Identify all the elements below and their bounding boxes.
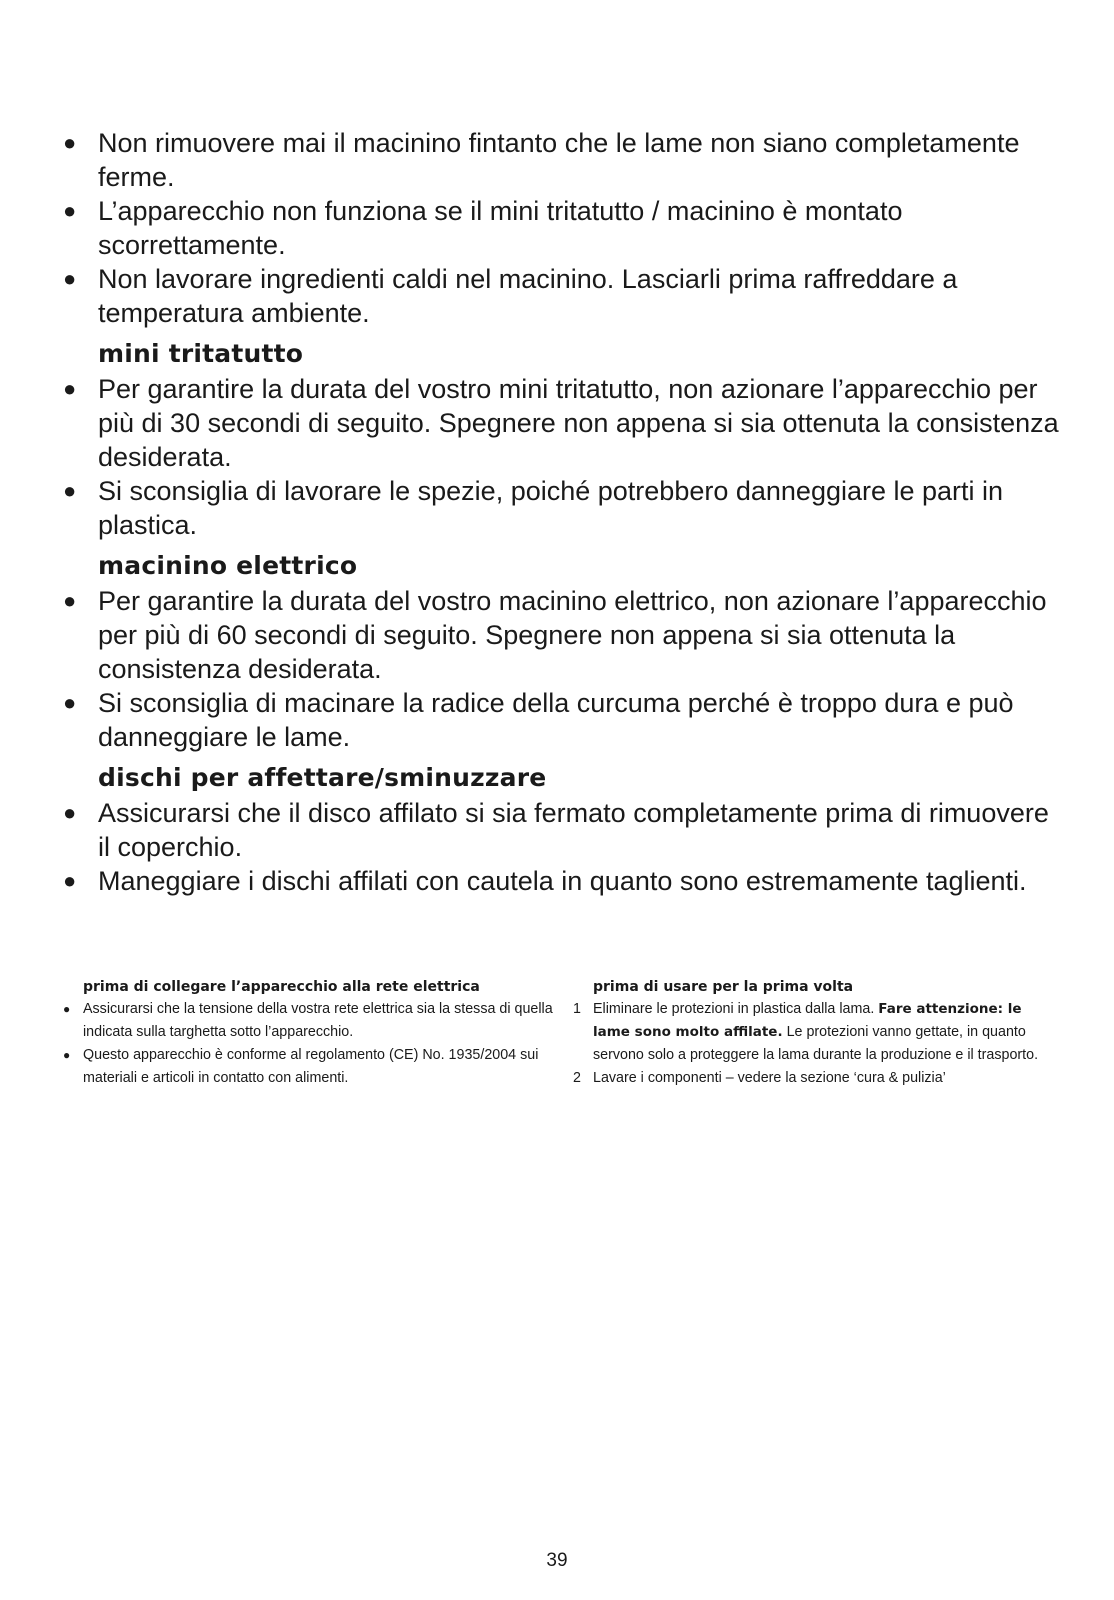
bullet-text: Questo apparecchio è conforme al regolamento (CE) No. 1935/2004 sui materiali e articoli in contatto con alimenti.: [83, 1047, 539, 1086]
two-column-section: [63, 976, 1063, 1090]
bullet-icon: ●: [63, 1048, 71, 1062]
bullet-item: [63, 1044, 553, 1090]
step-text: [593, 1067, 1063, 1090]
bullet-text: Assicurarsi che la tensione della vostra rete elettrica sia la stessa di quella indicata sulla targhetta sotto l’apparecchio.: [83, 1001, 553, 1040]
step-text-start: Lavare i componenti – vedere la sezione ‘cura & pulizia’: [593, 1070, 946, 1086]
bullet-item: [63, 372, 1063, 474]
bullet-text: Per garantire la durata del vostro mini tritatutto, non azionare l’apparecchio per più di 30 secondi di seguito. Spegnere non appena si sia ottenuta la consistenza desiderata.: [98, 374, 1059, 472]
right-column: [573, 976, 1063, 1090]
bullet-icon: ●: [63, 198, 77, 223]
warning-text: Fare attenzione: le lame sono molto affilate.: [593, 1001, 1022, 1040]
bullet-item: [63, 262, 1063, 330]
bullet-text: Si sconsiglia di macinare la radice della curcuma perché è troppo dura e può danneggiare le lame.: [98, 688, 1014, 752]
step-number: 1: [573, 1001, 581, 1017]
step-text-end: Le protezioni vanno gettate, in quanto servono solo a proteggere la lama durante la produzione e il trasporto.: [593, 1024, 1039, 1063]
numbered-step: [573, 998, 1063, 1067]
bullet-text: Assicurarsi che il disco affilato si sia fermato completamente prima di rimuovere il coperchio.: [98, 798, 1049, 862]
bullet-text: Si sconsiglia di lavorare le spezie, poiché potrebbero danneggiare le parti in plastica.: [98, 476, 1004, 540]
bullet-icon: ●: [63, 868, 77, 893]
bullet-item: [63, 796, 1063, 864]
step-number: 2: [573, 1070, 581, 1086]
bullet-text: Per garantire la durata del vostro macinino elettrico, non azionare l’apparecchio per più di 60 secondi di seguito. Spegnere non appena si sia ottenuta la consistenza desiderata.: [98, 586, 1047, 684]
section-heading: macinino elettrico: [98, 551, 358, 580]
bullet-icon: ●: [63, 130, 77, 155]
column-heading: prima di collegare l’apparecchio alla rete elettrica: [83, 979, 480, 995]
column-heading: prima di usare per la prima volta: [593, 979, 854, 995]
bullet-icon: ●: [63, 376, 77, 401]
bullet-text: Non rimuovere mai il macinino fintanto che le lame non siano completamente ferme.: [98, 128, 1020, 192]
bullet-icon: ●: [63, 1002, 71, 1016]
bullet-icon: ●: [63, 478, 77, 503]
bullet-item: [63, 998, 553, 1044]
main-content: [63, 126, 1063, 898]
bullet-item: [63, 474, 1063, 542]
bullet-icon: ●: [63, 690, 77, 715]
bullet-text: L’apparecchio non funziona se il mini tritatutto / macinino è montato scorrettamente.: [98, 196, 903, 260]
page-number: 39: [546, 1550, 568, 1571]
bullet-item: [63, 584, 1063, 686]
step-text-start: Eliminare le protezioni in plastica dalla lama.: [593, 1001, 879, 1017]
bullet-item: [63, 194, 1063, 262]
bullet-text: Maneggiare i dischi affilati con cautela in quanto sono estremamente taglienti.: [98, 866, 1027, 896]
numbered-step: [573, 1067, 1063, 1090]
bullet-icon: ●: [63, 800, 77, 825]
bullet-item: [63, 864, 1063, 898]
step-text: [593, 998, 1063, 1067]
section-heading: dischi per affettare/sminuzzare: [98, 763, 547, 792]
bullet-icon: ●: [63, 266, 77, 291]
bullet-text: Non lavorare ingredienti caldi nel macinino. Lasciarli prima raffreddare a temperatura ambiente.: [98, 264, 958, 328]
left-column: [63, 976, 553, 1090]
bullet-item: [63, 126, 1063, 194]
bullet-icon: ●: [63, 588, 77, 613]
section-heading: mini tritatutto: [98, 339, 304, 368]
bullet-item: [63, 686, 1063, 754]
